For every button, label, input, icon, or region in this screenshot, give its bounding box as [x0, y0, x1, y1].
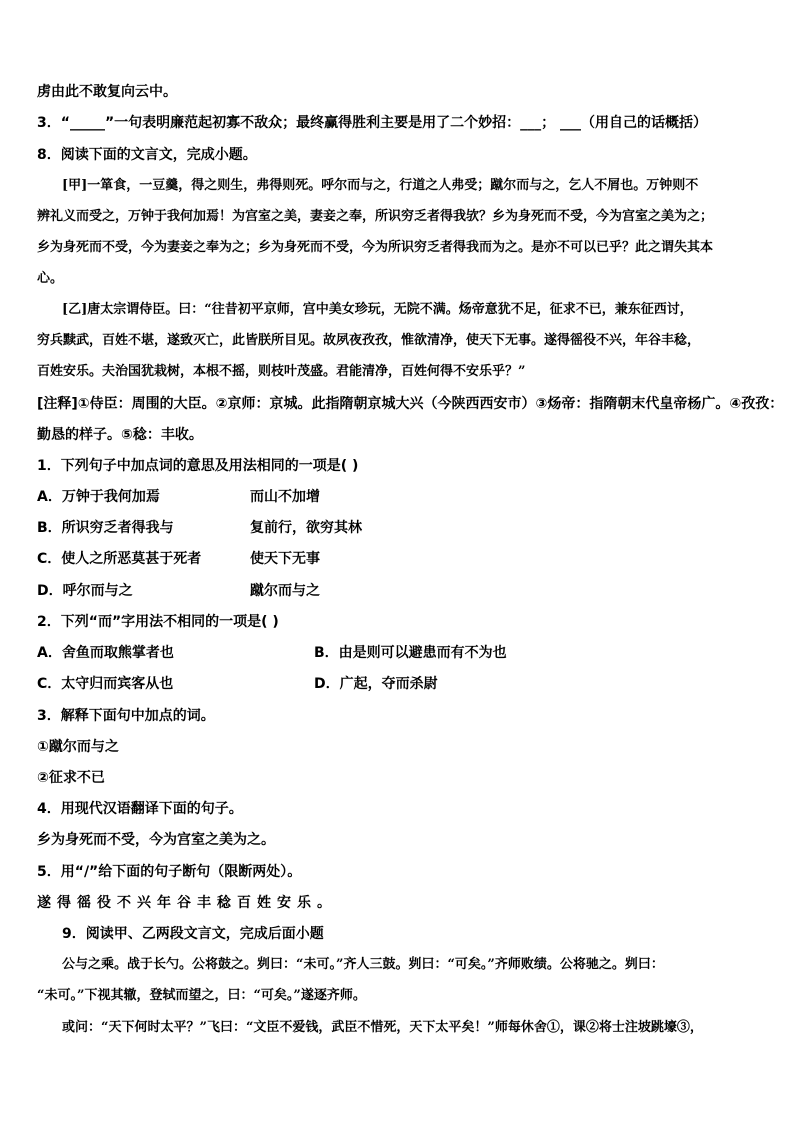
passage-yi-line: [乙]唐太宗谓侍臣。曰：“往昔初平京师，宫中美女珍玩，无院不满。炀帝意犹不足，征求不已，兼东征西讨，: [62, 302, 693, 317]
subquestion-3: 3．解释下面句中加点的词。: [37, 708, 215, 724]
annotation-line: 勤恳的样子。⑤稔：丰收。: [37, 427, 203, 443]
subquestion-1: 1．下列句子中加点词的意思及用法相同的一项是( ): [37, 458, 359, 474]
passage-jia-line: [甲]一箪食，一豆羹，得之则生，弗得则死。呼尔而与之，行道之人弗受；蹴尔而与之，乞人不屑也。万钟则不: [62, 178, 699, 193]
passage-yi-line: 百姓安乐。夫治国犹栽树，本根不摇，则枝叶茂盛。君能清净，百姓何得不安乐乎？”: [37, 364, 526, 379]
text-line: 虏由此不敢复向云中。: [37, 84, 177, 100]
subquestion-2: 2．下列“而”字用法不相同的一项是( ): [37, 614, 279, 630]
option-a-right: 而山不加增: [250, 489, 320, 505]
question-8-title: 8．阅读下面的文言文，完成小题。: [37, 147, 257, 163]
passage-9-line: 公与之乘。战于长勺。公将鼓之。刿曰：“未可。”齐人三鼓。刿曰：“可矣。”齐师败绩。公将驰之。刿曰：: [62, 957, 664, 972]
passage-9-line: 或问：“天下何时太平？”飞曰：“文臣不爱钱，武臣不惜死，天下太平矣！”师每休舍①，课②将士注坡跳壕③，: [62, 1020, 703, 1035]
subquestion-3-item: ②征求不已: [37, 770, 105, 786]
subquestion-4-sentence: 乡为身死而不受，今为宫室之美为之。: [37, 832, 275, 848]
option-a-left: A．万钟于我何加焉: [37, 489, 160, 505]
option-d-right: 蹴尔而与之: [250, 583, 320, 599]
option-b-right: 复前行，欲穷其林: [250, 520, 362, 536]
question-9-title: 9．阅读甲、乙两段文言文，完成后面小题: [62, 926, 324, 942]
subquestion-5-sentence: 遂得徭役不兴年谷丰稔百姓安乐。: [37, 895, 337, 911]
passage-yi-line: 穷兵黩武，百姓不堪，遂致灭亡，此皆朕所目见。故夙夜孜孜，惟欲清净，使天下无事。遂得徭役不兴，年谷丰稔，: [37, 333, 701, 348]
passage-jia-line: 辨礼义而受之，万钟于我何加焉！为宫室之美，妻妾之奉，所识穷乏者得我欤？乡为身死而不受，今为宫室之美为之；: [37, 209, 714, 224]
subquestion-4: 4．用现代汉语翻译下面的句子。: [37, 801, 243, 817]
passage-jia-line: 心。: [37, 271, 64, 286]
subquestion-3-item: ①蹴尔而与之: [37, 739, 119, 755]
option-c: C．太守归而宾客从也: [37, 676, 174, 692]
option-d-left: D．呼尔而与之: [37, 583, 133, 599]
option-b-left: B．所识穷乏者得我与: [37, 520, 174, 536]
option-c-left: C．使人之所恶莫甚于死者: [37, 551, 202, 567]
option-d: D．广起，夺而杀尉: [314, 676, 438, 692]
subquestion-5: 5．用“/”给下面的句子断句（限断两处）。: [37, 864, 302, 880]
passage-jia-line: 乡为身死而不受，今为妻妾之奉为之；乡为身死而不受，今为所识穷乏者得我而为之。是亦不可以已乎？此之谓失其本: [37, 240, 714, 255]
option-c-right: 使天下无事: [250, 551, 320, 567]
question-3: 3．“_____”一句表明廉范起初寡不敌众；最终赢得胜利主要是用了二个妙招：___； ___（用自己的话概括）: [37, 115, 708, 131]
passage-9-line: “未可。”下视其辙，登轼而望之，曰：“可矣。”遂逐齐师。: [37, 988, 366, 1003]
annotation-line: [注释]①侍臣：周围的大臣。②京师：京城。此指隋朝京城大兴（今陕西西安市）③炀帝：指隋朝末代皇帝杨广。④孜孜：: [37, 396, 784, 412]
option-a: A．舍鱼而取熊掌者也: [37, 645, 174, 661]
option-b: B．由是则可以避患而有不为也: [314, 645, 507, 661]
